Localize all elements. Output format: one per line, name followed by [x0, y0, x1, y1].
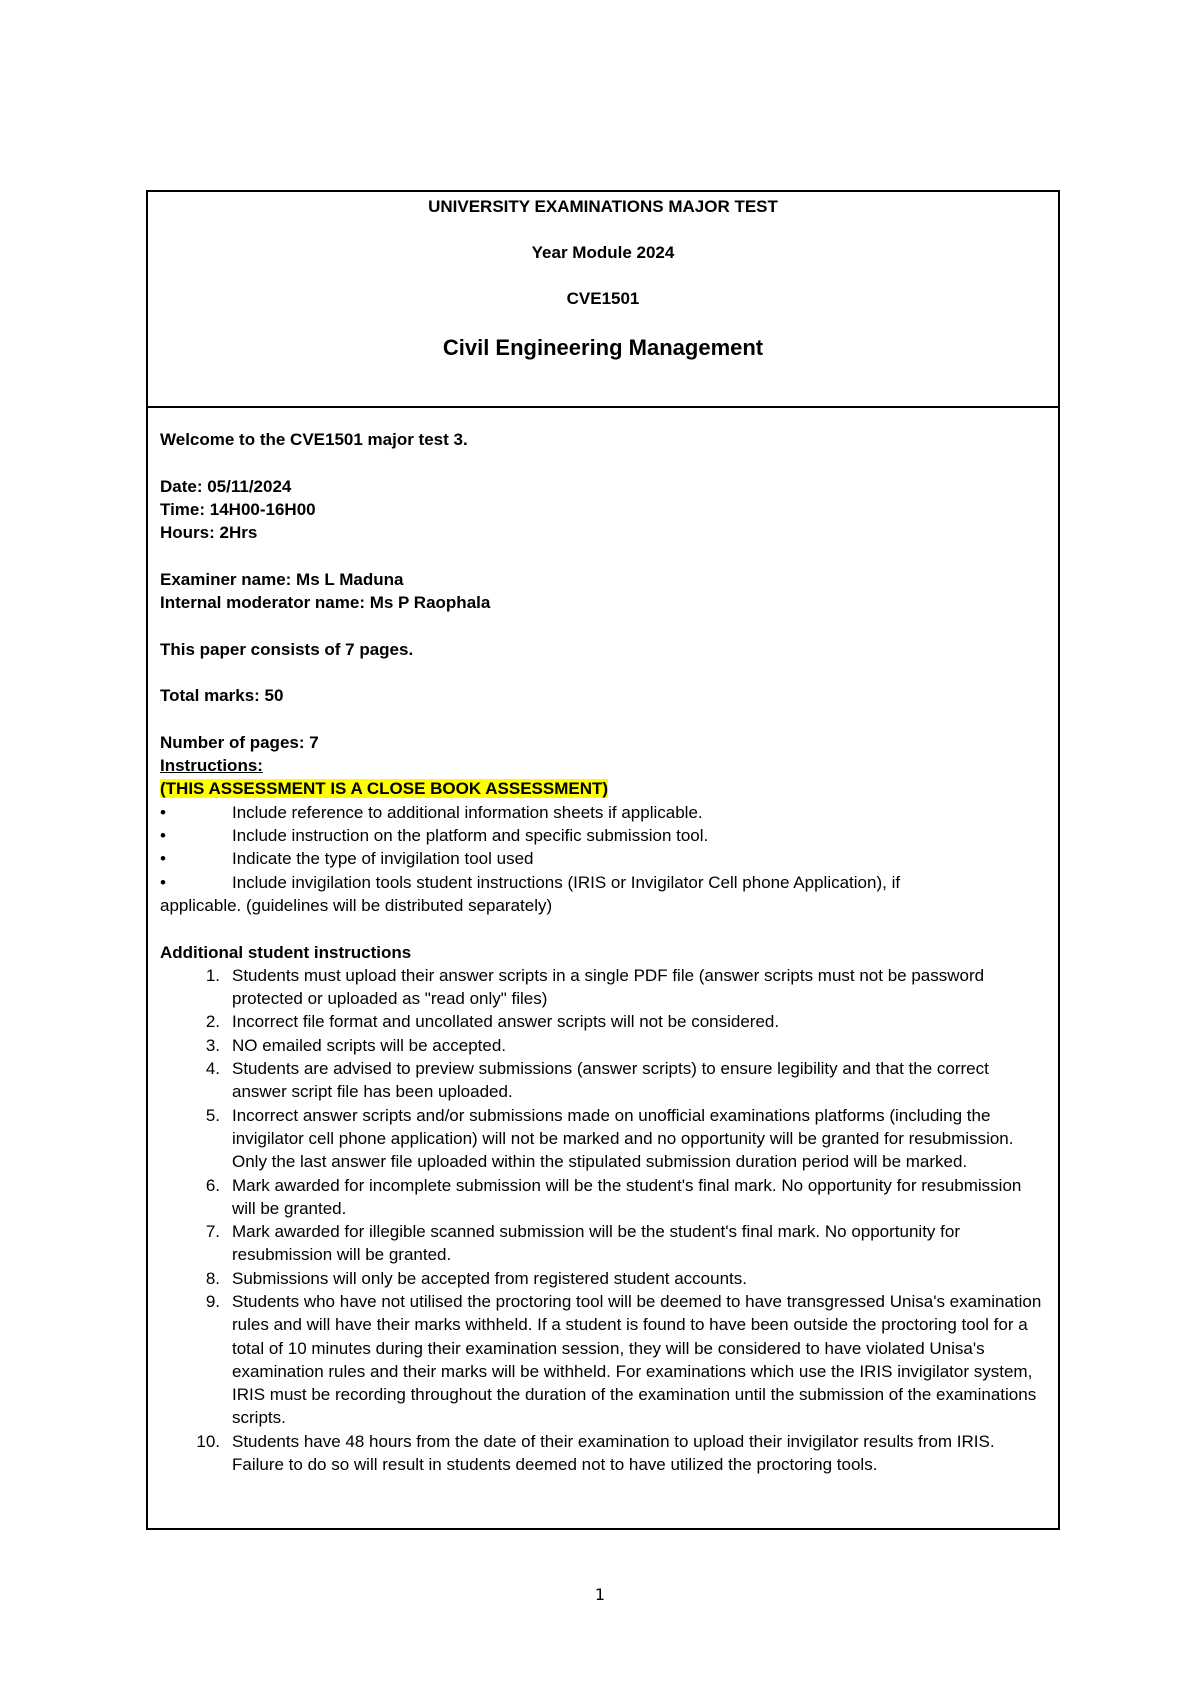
instruction-text: Students are advised to preview submissions (answer scripts) to ensure legibility and that the correct answer script file has been uploaded.: [232, 1059, 989, 1102]
moderator-name: Internal moderator name: Ms P Raophala: [160, 593, 491, 613]
instruction-text: Students have 48 hours from the date of their examination to upload their invigilator results from IRIS. Failure to do so will result in students deemed not to have utilized the proctoring tools.: [232, 1431, 995, 1475]
examiner-name: Examiner name: Ms L Maduna: [160, 569, 404, 589]
bullet-text: Include instruction on the platform and specific submission tool.: [232, 826, 709, 846]
instruction-item: [160, 1057, 1048, 1104]
instruction-text: Mark awarded for incomplete submission will be the student's final mark. No opportunity for resubmission will be granted.: [232, 1175, 1022, 1218]
instruction-item: [160, 1220, 1048, 1267]
instruction-item: [160, 1034, 1048, 1057]
instruction-item: [160, 1010, 1048, 1033]
instruction-text: Incorrect answer scripts and/or submissions made on unofficial examinations platforms (including the invigilator cell phone application) will not be marked and no opportunity will be granted for resubmission. Only the last answer file uploaded within the stipulated submission duration period will be marked.: [232, 1105, 1014, 1172]
instruction-bullet: [160, 871, 1048, 894]
instruction-item: [160, 964, 1048, 1011]
instruction-number: 1.: [205, 965, 220, 985]
instruction-number: 4.: [205, 1059, 220, 1079]
instructions-heading: Instructions:: [160, 756, 263, 776]
bullet-continuation: applicable. (guidelines will be distributed separately): [160, 895, 553, 915]
bullet-marker: •: [160, 802, 166, 822]
bullet-text: Indicate the type of invigilation tool used: [232, 849, 534, 869]
closed-book-notice: (THIS ASSESSMENT IS A CLOSE BOOK ASSESSMENT): [160, 779, 609, 799]
exam-cover-table: [146, 190, 1060, 1530]
instruction-bullet: [160, 801, 1048, 824]
instruction-item: [160, 1290, 1048, 1430]
instruction-number: 7.: [205, 1222, 220, 1242]
paper-pages-note: This paper consists of 7 pages.: [160, 639, 414, 659]
year-module: Year Module 2024: [531, 243, 675, 262]
bullet-marker: •: [160, 849, 166, 869]
instruction-number: 3.: [205, 1035, 220, 1055]
instruction-item: [160, 1267, 1048, 1290]
instruction-number: 8.: [205, 1268, 220, 1288]
additional-instructions-heading: Additional student instructions: [160, 942, 412, 962]
instruction-number: 5.: [205, 1105, 220, 1125]
instruction-item: [160, 1174, 1048, 1221]
module-code: CVE1501: [566, 289, 640, 308]
exam-time: Time: 14H00-16H00: [160, 499, 316, 519]
instruction-number: 9.: [205, 1291, 220, 1311]
total-marks: Total marks: 50: [160, 686, 284, 706]
instruction-text: NO emailed scripts will be accepted.: [232, 1035, 507, 1055]
exam-details: [160, 408, 1048, 1528]
instruction-text: Mark awarded for illegible scanned submission will be the student's final mark. No opportunity for resubmission will be granted.: [232, 1222, 960, 1265]
additional-instructions-list: [160, 964, 1048, 1477]
instruction-item: [160, 1430, 1048, 1477]
bullet-marker: •: [160, 826, 166, 846]
page-number: 1: [594, 1585, 606, 1604]
instruction-text: Incorrect file format and uncollated answer scripts will not be considered.: [232, 1012, 780, 1032]
instruction-text: Submissions will only be accepted from registered student accounts.: [232, 1268, 747, 1288]
instruction-bullet: [160, 847, 1048, 870]
bullet-marker: •: [160, 872, 166, 892]
number-of-pages: Number of pages: 7: [160, 732, 319, 752]
bullet-text: Include invigilation tools student instructions (IRIS or Invigilator Cell phone Application), if: [232, 872, 901, 892]
bullet-text: Include reference to additional information sheets if applicable.: [232, 802, 703, 822]
instruction-bullet: [160, 824, 1048, 847]
instruction-number: 2.: [205, 1012, 220, 1032]
instruction-text: Students must upload their answer scripts in a single PDF file (answer scripts must not be password protected or uploaded as "read only" files): [232, 965, 985, 1009]
exam-date: Date: 05/11/2024: [160, 476, 292, 496]
welcome-text: Welcome to the CVE1501 major test 3.: [160, 430, 468, 449]
exam-type-heading: UNIVERSITY EXAMINATIONS MAJOR TEST: [428, 197, 778, 216]
exam-header: [148, 192, 1058, 408]
instruction-text: Students who have not utilised the proctoring tool will be deemed to have transgressed Unisa's examination rules and will have their marks withheld. If a student is found to have been outside the proctoring tool for a total of 10 minutes during their examination session, they will be considered to have violated Unisa's examination rules and their marks will be withheld. For examinations which use the IRIS invigilator system, IRIS must be recording throughout the duration of the examination until the submission of the examinations scripts.: [232, 1291, 1042, 1428]
module-title: Civil Engineering Management: [442, 335, 764, 360]
instruction-number: 10.: [196, 1431, 220, 1451]
instruction-item: [160, 1104, 1048, 1174]
instruction-number: 6.: [205, 1175, 220, 1195]
exam-hours: Hours: 2Hrs: [160, 523, 258, 543]
